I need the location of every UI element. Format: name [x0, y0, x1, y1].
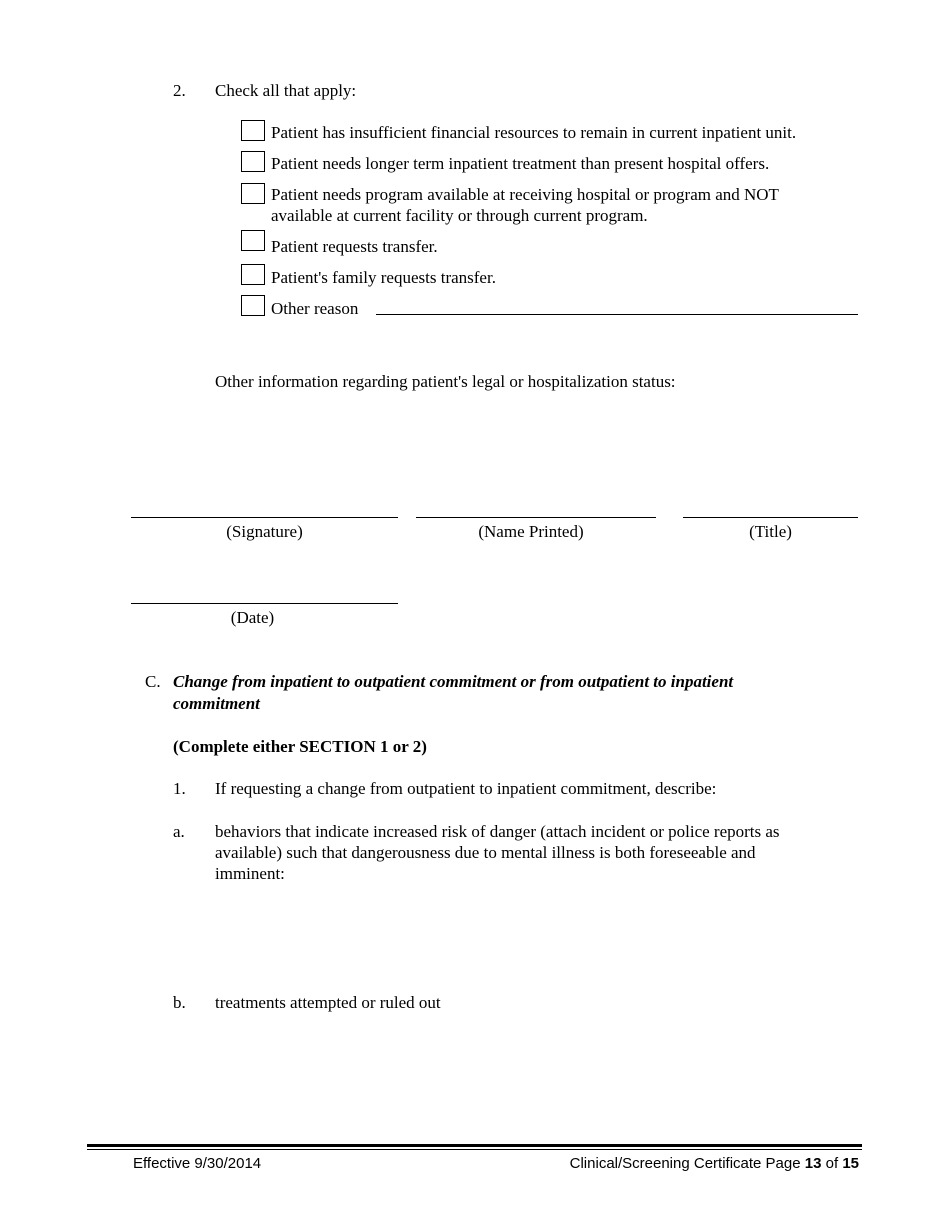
- item-a-line2: available) such that dangerousness due to mental illness is both foreseeable and: [215, 843, 756, 862]
- checkbox-label-program-available-cont: available at current facility or through current program.: [271, 206, 648, 225]
- checkbox-longer-term-treatment[interactable]: [241, 151, 265, 172]
- checkbox-label-patient-requests-transfer: Patient requests transfer.: [271, 237, 438, 256]
- footer-total-pages: 15: [842, 1155, 859, 1172]
- other-reason-fill-line[interactable]: [376, 314, 858, 315]
- signature-line[interactable]: [131, 517, 398, 518]
- section-c-instruction: (Complete either SECTION 1 or 2): [173, 737, 427, 756]
- signature-label: (Signature): [226, 522, 303, 541]
- footer-doc-title: Clinical/Screening Certificate Page: [569, 1155, 801, 1172]
- other-info-label: Other information regarding patient's legal or hospitalization status:: [215, 372, 676, 391]
- checkbox-insufficient-resources[interactable]: [241, 120, 265, 141]
- section-c-letter: C.: [145, 672, 161, 691]
- checkbox-label-program-available: Patient needs program available at receiving hospital or program and NOT: [271, 185, 779, 204]
- checkbox-label-insufficient-resources: Patient has insufficient financial resources to remain in current inpatient unit.: [271, 123, 797, 142]
- checkbox-label-family-requests-transfer: Patient's family requests transfer.: [271, 268, 496, 287]
- item-a-line1: behaviors that indicate increased risk of danger (attach incident or police reports as: [215, 822, 780, 841]
- checkbox-other-reason[interactable]: [241, 295, 265, 316]
- section-c-title-line2: commitment: [173, 694, 260, 713]
- item-a-line3: imminent:: [215, 864, 285, 883]
- title-label: (Title): [749, 522, 792, 541]
- section-2-number: 2.: [173, 81, 186, 100]
- section-c-title-line1: Change from inpatient to outpatient commitment or from outpatient to inpatient: [173, 672, 734, 691]
- checkbox-label-longer-term-treatment: Patient needs longer term inpatient treatment than present hospital offers.: [271, 154, 770, 173]
- item-b-text: treatments attempted or ruled out: [215, 993, 441, 1012]
- footer-rule-thick: [87, 1144, 862, 1147]
- checkbox-family-requests-transfer[interactable]: [241, 264, 265, 285]
- title-line[interactable]: [683, 517, 858, 518]
- item-1-number: 1.: [173, 779, 186, 798]
- date-line[interactable]: [131, 603, 398, 604]
- date-label: (Date): [230, 608, 275, 627]
- checkbox-patient-requests-transfer[interactable]: [241, 230, 265, 251]
- footer-page-info: [570, 1153, 859, 1174]
- section-2-heading: Check all that apply:: [215, 81, 357, 100]
- name-printed-label: (Name Printed): [478, 522, 584, 541]
- name-printed-line[interactable]: [416, 517, 656, 518]
- footer-of: of: [825, 1155, 839, 1172]
- footer-effective-date: Effective 9/30/2014: [133, 1155, 262, 1172]
- footer-page-number: 13: [804, 1155, 822, 1172]
- checkbox-program-available[interactable]: [241, 183, 265, 204]
- item-a-letter: a.: [173, 822, 185, 841]
- item-b-letter: b.: [173, 993, 186, 1012]
- item-1-text: If requesting a change from outpatient to inpatient commitment, describe:: [215, 779, 717, 798]
- footer-rule-thin: [87, 1149, 862, 1150]
- checkbox-label-other-reason: Other reason: [271, 299, 359, 318]
